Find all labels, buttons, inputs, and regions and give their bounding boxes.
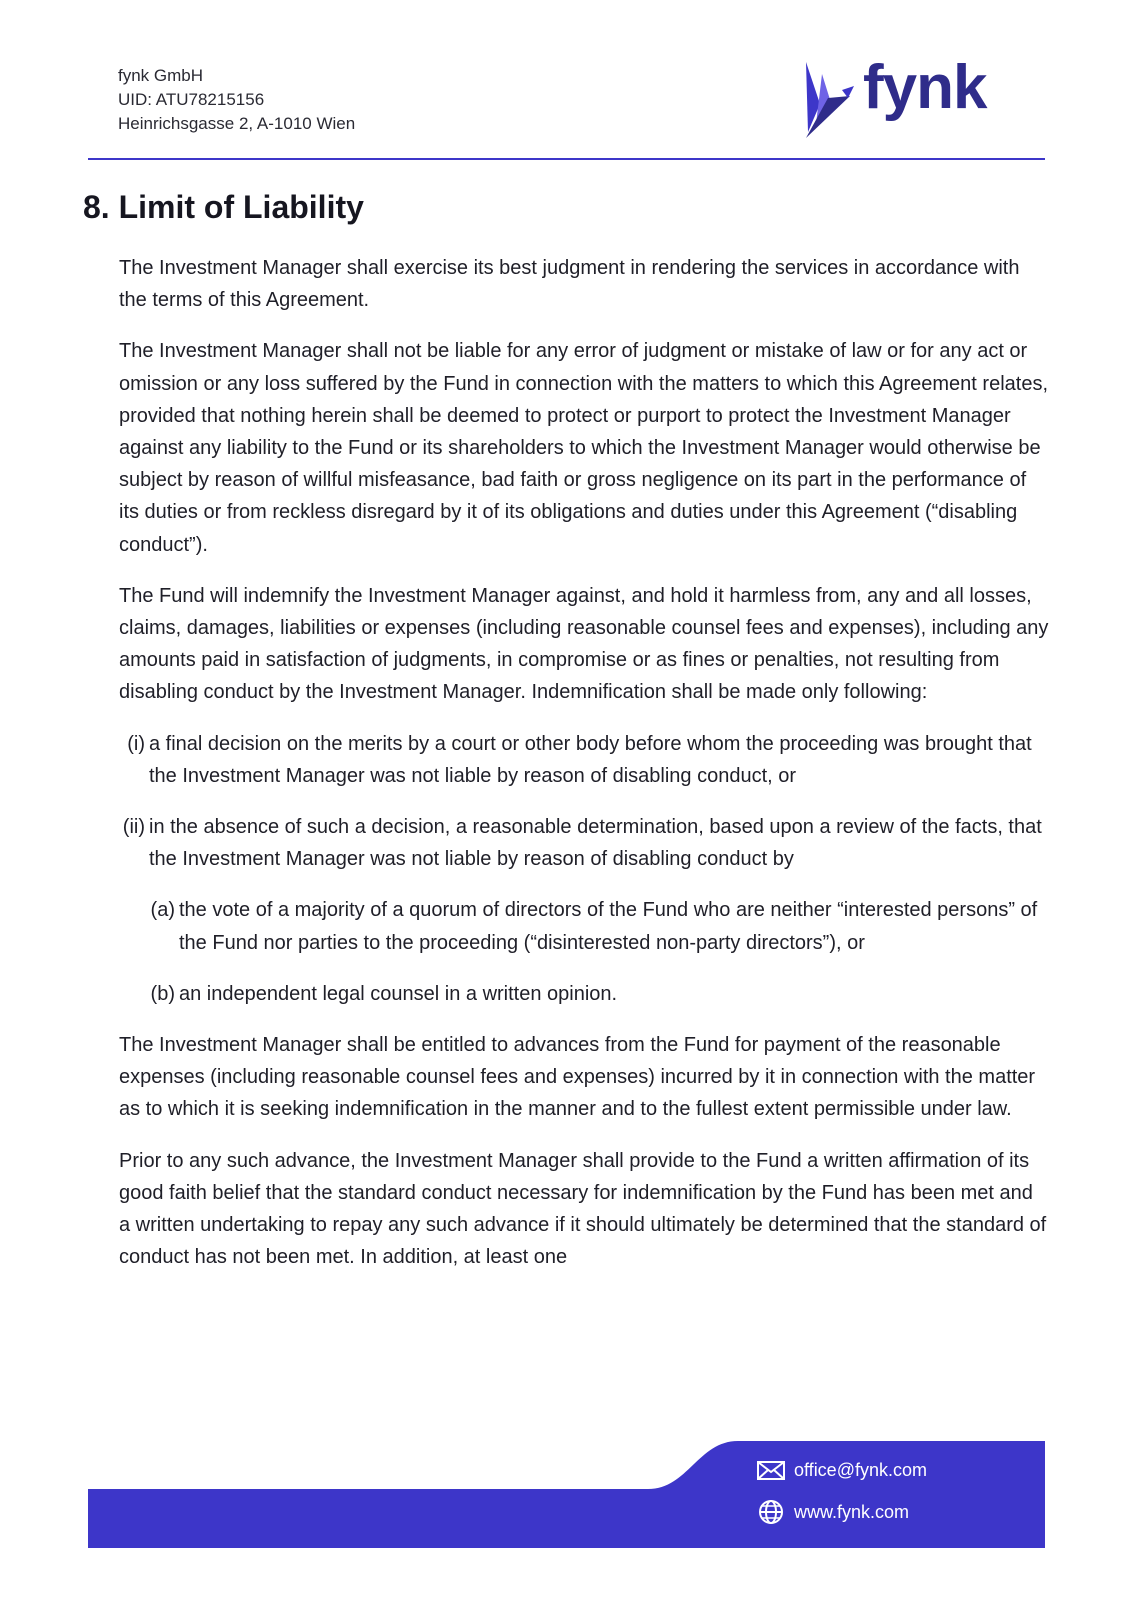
list-text-a: the vote of a majority of a quorum of directors of the Fund who are neither “interested persons” of the Fund nor parties to the proceeding (“disinterested non-party directors”), or [179, 899, 1038, 954]
mail-icon [756, 1457, 786, 1483]
list-label-ii: (ii) [122, 816, 145, 839]
section-title: 8. Limit of Liability [83, 189, 364, 225]
list-text-ii: in the absence of such a decision, a reasonable determination, based upon a review of the facts, that the Investment Manager was not liable by reason of disabling conduct by [149, 816, 1042, 871]
list-item-i [119, 728, 1049, 792]
paragraph-2: The Investment Manager shall not be liable for any error of judgment or mistake of law or for any act or omission or any loss suffered by the Fund in connection with the matters to which this Agreement relates, provided that nothing herein shall be deemed to protect or purport to protect the Investment Manager against any liability to the Fund or its shareholders to which the Investment Manager would otherwise be subject by reason of willful misfeasance, bad faith or gross negligence on its part in the performance of its duties or from reckless disregard by it of its obligations and duties under this Agreement (“disabling conduct”). [119, 340, 1048, 556]
list-text-i: a final decision on the merits by a court or other body before whom the proceeding was brought that the Investment Manager was not liable by reason of disabling conduct, or [149, 732, 1032, 787]
paragraph-1: The Investment Manager shall exercise its best judgment in rendering the services in accordance with the terms of this Agreement. [119, 257, 1020, 312]
paragraph-3: The Fund will indemnify the Investment Manager against, and hold it harmless from, any and all losses, claims, damages, liabilities or expenses (including reasonable counsel fees and expenses), including any amounts paid in satisfaction of judgments, in compromise or as fines or penalties, not resulting from disabling conduct by the Investment Manager. Indemnification shall be made only following: [119, 584, 1049, 704]
company-name: fynk GmbH [118, 66, 204, 85]
section-body [119, 252, 1049, 1292]
bird-logo-icon [798, 60, 860, 144]
footer-email[interactable] [756, 1457, 927, 1483]
company-address: Heinrichsgasse 2, A-1010 Wien [118, 114, 356, 133]
header-divider [88, 158, 1045, 160]
website-text[interactable]: www.fynk.com [794, 1501, 910, 1522]
list-text-b: an independent legal counsel in a written opinion. [179, 982, 618, 1005]
globe-icon [756, 1499, 786, 1525]
fynk-logo [806, 53, 1006, 144]
list-label-i: (i) [127, 732, 145, 755]
email-text[interactable]: office@fynk.com [794, 1459, 927, 1480]
list-label-b: (b) [150, 982, 175, 1005]
list-item-ii [119, 811, 1049, 875]
list-label-a: (a) [150, 899, 175, 922]
logo-wordmark: fynk [863, 53, 987, 122]
company-info [118, 64, 355, 136]
list-item-b [119, 978, 1049, 1010]
paragraph-5: Prior to any such advance, the Investment Manager shall provide to the Fund a written affirmation of its good faith belief that the standard conduct necessary for indemnification by the Fund has been met and a written undertaking to repay any such advance if it should ultimately be determined that the standard of conduct has not been met. In addition, at least one [119, 1149, 1047, 1269]
list-item-a [119, 894, 1049, 958]
footer-website[interactable] [756, 1499, 909, 1525]
paragraph-4: The Investment Manager shall be entitled to advances from the Fund for payment of the reasonable expenses (including reasonable counsel fees and expenses) incurred by it in connection with the matter as to which it is seeking indemnification in the manner and to the fullest extent permissible under law. [119, 1034, 1036, 1121]
company-uid: UID: ATU78215156 [118, 90, 265, 109]
footer-band [88, 1441, 1045, 1548]
